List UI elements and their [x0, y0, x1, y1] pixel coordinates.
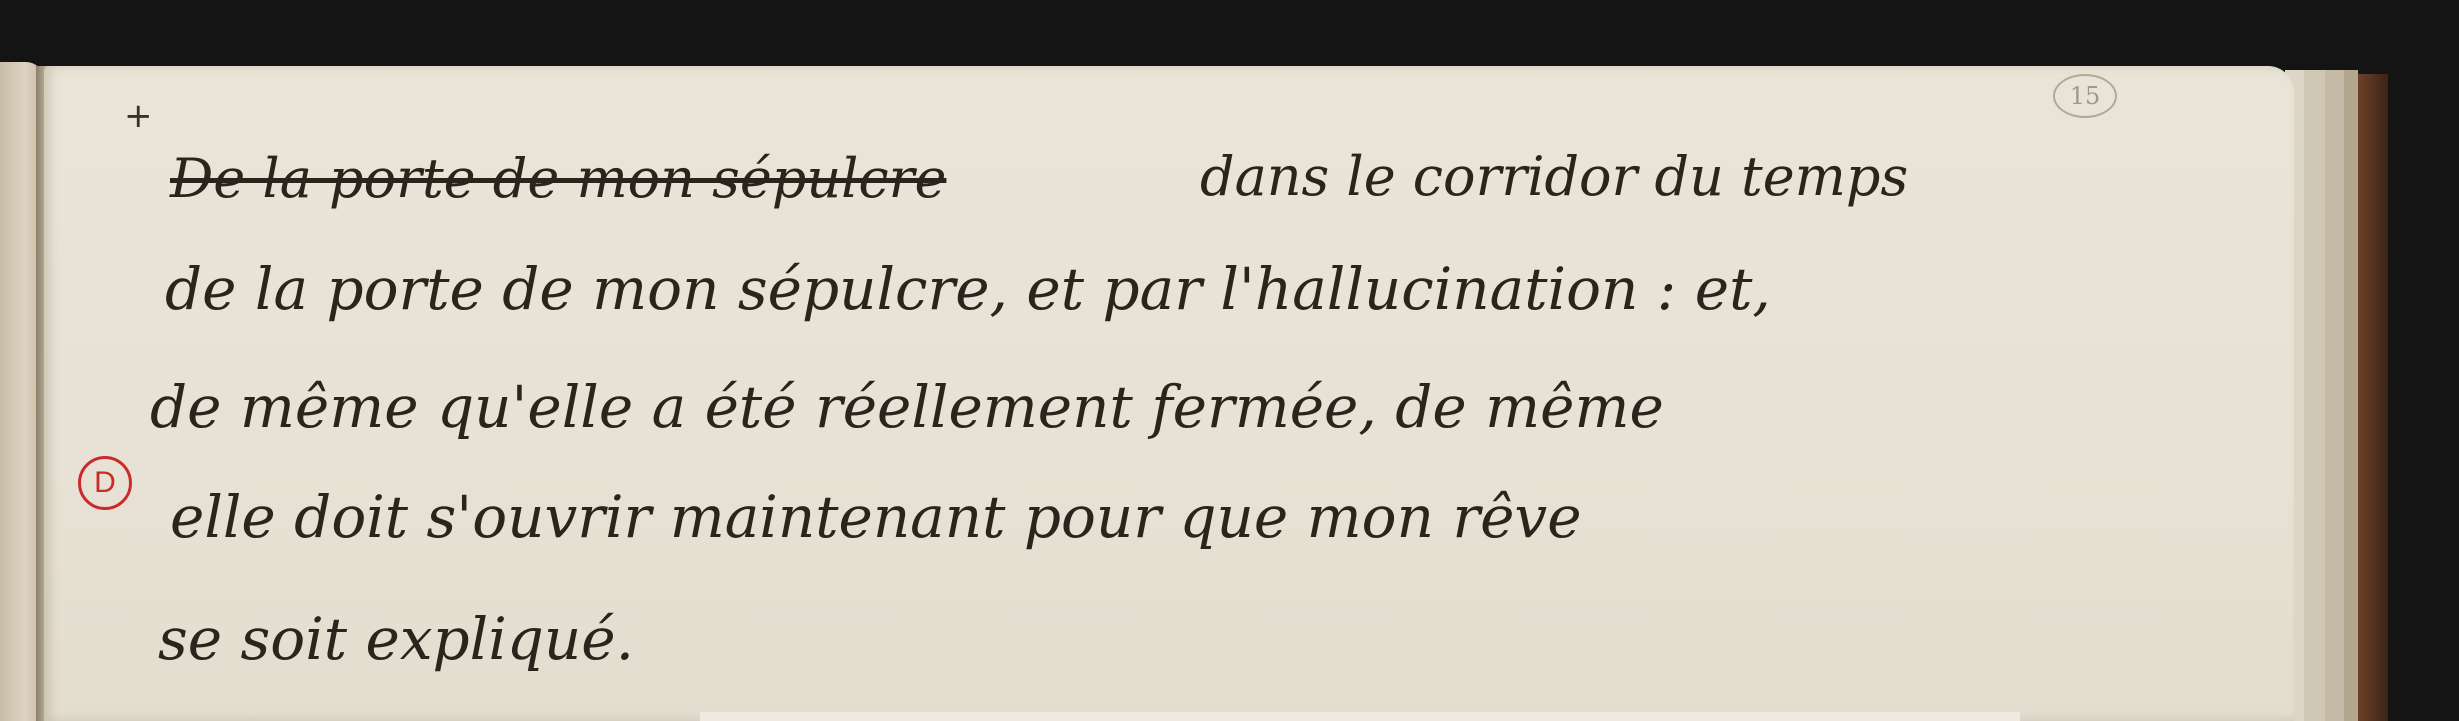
line-3-text: de même qu'elle a été réellement fermée, de même	[150, 373, 1664, 441]
library-stamp	[78, 456, 132, 510]
line-5-text: se soit expliqué.	[158, 605, 635, 673]
folio-number-text: 15	[2069, 82, 2101, 110]
manuscript-line-2	[165, 255, 1771, 323]
manuscript-line-5	[158, 605, 635, 673]
stamp-letter: D	[94, 466, 116, 499]
page-stack-edge	[2325, 70, 2346, 721]
folio-number	[2053, 74, 2117, 118]
manuscript-line-1	[170, 147, 947, 210]
manuscript-line-1-continuation	[1200, 145, 1909, 208]
next-leaf-edge	[700, 712, 2020, 721]
page-stack-edge	[2344, 70, 2358, 721]
manuscript-line-4	[170, 483, 1582, 551]
margin-mark	[124, 96, 153, 136]
line-4-text: elle doit s'ouvrir maintenant pour que mon rêve	[170, 483, 1582, 551]
manuscript-line-3	[150, 373, 1664, 441]
page-stack-edge	[2304, 70, 2327, 721]
line-1-text: dans le corridor du temps	[1200, 145, 1909, 208]
book-cover-edge	[2358, 74, 2388, 721]
line-2-text: de la porte de mon sépulcre, et par l'hallucination : et,	[165, 255, 1771, 323]
margin-cross-text: +	[124, 96, 153, 136]
struck-phrase: De la porte de mon sépulcre	[170, 147, 947, 210]
